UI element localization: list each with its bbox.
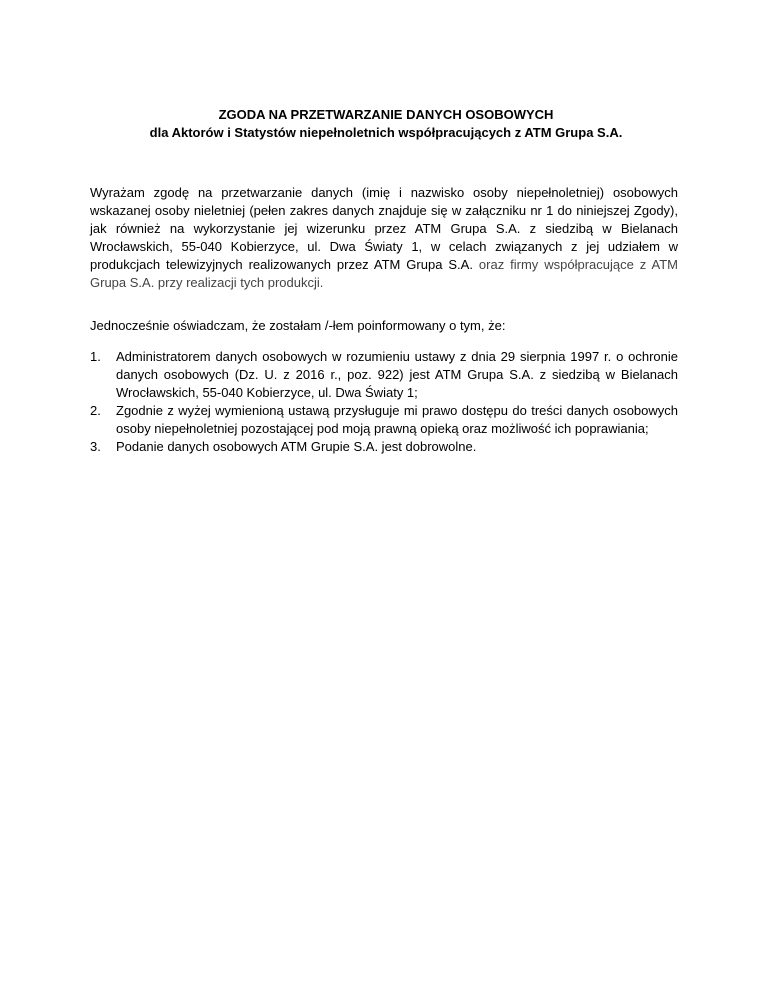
document-subtitle: dla Aktorów i Statystów niepełnoletnich współpracujących z ATM Grupa S.A. (149, 125, 623, 140)
list-item (90, 348, 678, 402)
list-item (90, 402, 678, 438)
list-item (90, 438, 678, 456)
consent-paragraph (90, 184, 678, 292)
declaration-text: Jednocześnie oświadczam, że zostałam /-łem poinformowany o tym, że: (90, 318, 506, 333)
list-item-number: 1. (90, 349, 101, 364)
information-list (90, 348, 678, 456)
title-block (80, 106, 692, 142)
consent-text-continued: oraz firmy współpracujące z ATM Grupa S.A. przy realizacji tych produkcji. (90, 257, 678, 290)
list-item-number: 3. (90, 439, 101, 454)
list-item-text: Zgodnie z wyżej wymienioną ustawą przysługuje mi prawo dostępu do treści danych osobowych osoby niepełnoletniej pozostającej pod moją prawną opieką oraz możliwość ich poprawiania; (116, 403, 678, 436)
list-item-text: Podanie danych osobowych ATM Grupie S.A. jest dobrowolne. (116, 439, 477, 454)
document-title: ZGODA NA PRZETWARZANIE DANYCH OSOBOWYCH (218, 107, 554, 122)
list-item-number: 2. (90, 403, 101, 418)
consent-text: Wyrażam zgodę na przetwarzanie danych (imię i nazwisko osoby niepełnoletniej) osobowych wskazanej osoby nieletniej (pełen zakres danych znajduje się w załączniku nr 1 do niniejszej Zgody), jak również na wykorzystanie jej wizerunku przez ATM Grupa S.A. z siedzibą w Bielanach Wrocławskich, 55-040 Kobierzyce, ul. Dwa Światy 1, w celach związanych z jej udziałem w produkcjach telewizyjnych realizowanych przez ATM Grupa S.A. (90, 185, 678, 272)
list-item-text: Administratorem danych osobowych w rozumieniu ustawy z dnia 29 sierpnia 1997 r. o ochronie danych osobowych (Dz. U. z 2016 r., poz. 922) jest ATM Grupa S.A. z siedzibą w Bielanach Wrocławskich, 55-040 Kobierzyce, ul. Dwa Światy 1; (116, 349, 678, 400)
